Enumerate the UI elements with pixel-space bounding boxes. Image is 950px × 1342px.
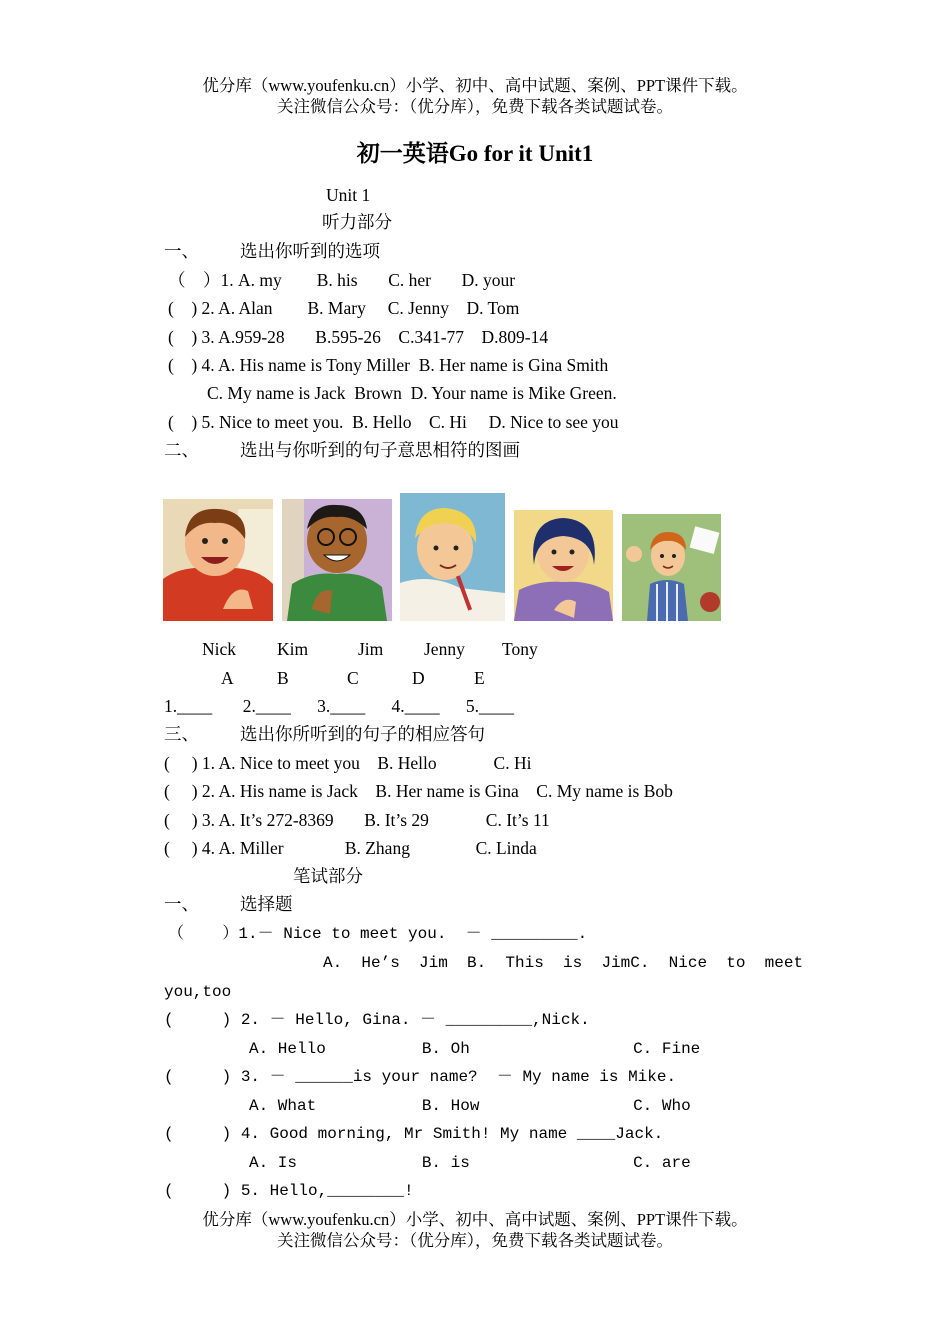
listening-heading: 听力部分 [322, 212, 392, 232]
picture-jenny [514, 510, 613, 621]
picture-letter: C [347, 668, 359, 688]
question-line: ( ) 2. A. His name is Jack B. Her name is Gina C. My name is Bob [164, 781, 673, 801]
picture-letter: B [277, 668, 289, 688]
options-line: A. Hello B. Oh C. Fine [249, 1040, 701, 1058]
picture-letter: D [412, 668, 425, 688]
question-line: ( ) 3. － ______is your name? － My name is Mike. [164, 1068, 677, 1086]
question-line: ( ) 2. A. Alan B. Mary C. Jenny D. Tom [168, 298, 520, 318]
options-line: you,too [164, 983, 232, 1001]
picture-tony [622, 514, 721, 621]
header-line-1: 优分库（www.youfenku.cn）小学、初中、高中试题、案例、PPT课件下载。 [202, 76, 748, 95]
options-line: A. What B. How C. Who [249, 1097, 691, 1115]
picture-name: Tony [502, 639, 538, 659]
picture-nick [163, 499, 273, 621]
header-line-2: 关注微信公众号：（优分库），免费下载各类试题试卷。 [277, 97, 673, 116]
footer-line-2: 关注微信公众号：（优分库），免费下载各类试题试卷。 [277, 1231, 673, 1250]
unit-label: Unit 1 [326, 185, 371, 205]
question-line: （ ）1.－ Nice to meet you. － _________. [168, 925, 588, 943]
question-line: ( ) 5. Nice to meet you. B. Hello C. Hi D. Nice to see you [168, 412, 619, 432]
picture-jim [400, 493, 505, 621]
picture-kim [282, 499, 392, 621]
listening-part1-instruction: 选出你听到的选项 [240, 241, 380, 261]
listening-part3-number: 三、 [164, 724, 199, 744]
question-line: ( ) 4. A. Miller B. Zhang C. Linda [164, 838, 537, 858]
picture-letter: E [474, 668, 485, 688]
listening-part3-instruction: 选出你所听到的句子的相应答句 [240, 724, 485, 744]
question-line: ( ) 2. － Hello, Gina. － _________,Nick. [164, 1011, 590, 1029]
listening-part2-number: 二、 [164, 440, 199, 460]
options-line: A. He’s Jim B. This is JimC. Nice to meet [323, 954, 804, 972]
question-line: ( ) 3. A. It’s 272-8369 B. It’s 29 C. It’s 11 [164, 810, 550, 830]
question-line: ( ) 4. A. His name is Tony Miller B. Her name is Gina Smith [168, 355, 609, 375]
picture-name: Nick [202, 639, 237, 659]
listening-part2-instruction: 选出与你听到的句子意思相符的图画 [240, 440, 520, 460]
page-title: 初一英语Go for it Unit1 [356, 141, 594, 166]
question-line: ( ) 5. Hello,________! [164, 1182, 414, 1200]
written-heading: 笔试部分 [293, 866, 363, 886]
picture-name: Jenny [424, 639, 465, 659]
question-line: C. My name is Jack Brown D. Your name is Mike Green. [207, 383, 617, 403]
answer-blanks: 1.____ 2.____ 3.____ 4.____ 5.____ [164, 696, 514, 716]
listening-part1-number: 一、 [164, 241, 199, 261]
question-line: （ ）1. A. my B. his C. her D. your [168, 270, 516, 290]
written-part1-instruction: 选择题 [240, 894, 293, 914]
picture-name: Jim [358, 639, 384, 659]
question-line: ( ) 4. Good morning, Mr Smith! My name ____Jack. [164, 1125, 664, 1143]
picture-name: Kim [277, 639, 309, 659]
options-line: A. Is B. is C. are [249, 1154, 691, 1172]
question-line: ( ) 1. A. Nice to meet you B. Hello C. Hi [164, 753, 532, 773]
picture-letter: A [221, 668, 234, 688]
footer-line-1: 优分库（www.youfenku.cn）小学、初中、高中试题、案例、PPT课件下载。 [202, 1210, 748, 1229]
written-part1-number: 一、 [164, 894, 199, 914]
question-line: ( ) 3. A.959-28 B.595-26 C.341-77 D.809-14 [168, 327, 549, 347]
